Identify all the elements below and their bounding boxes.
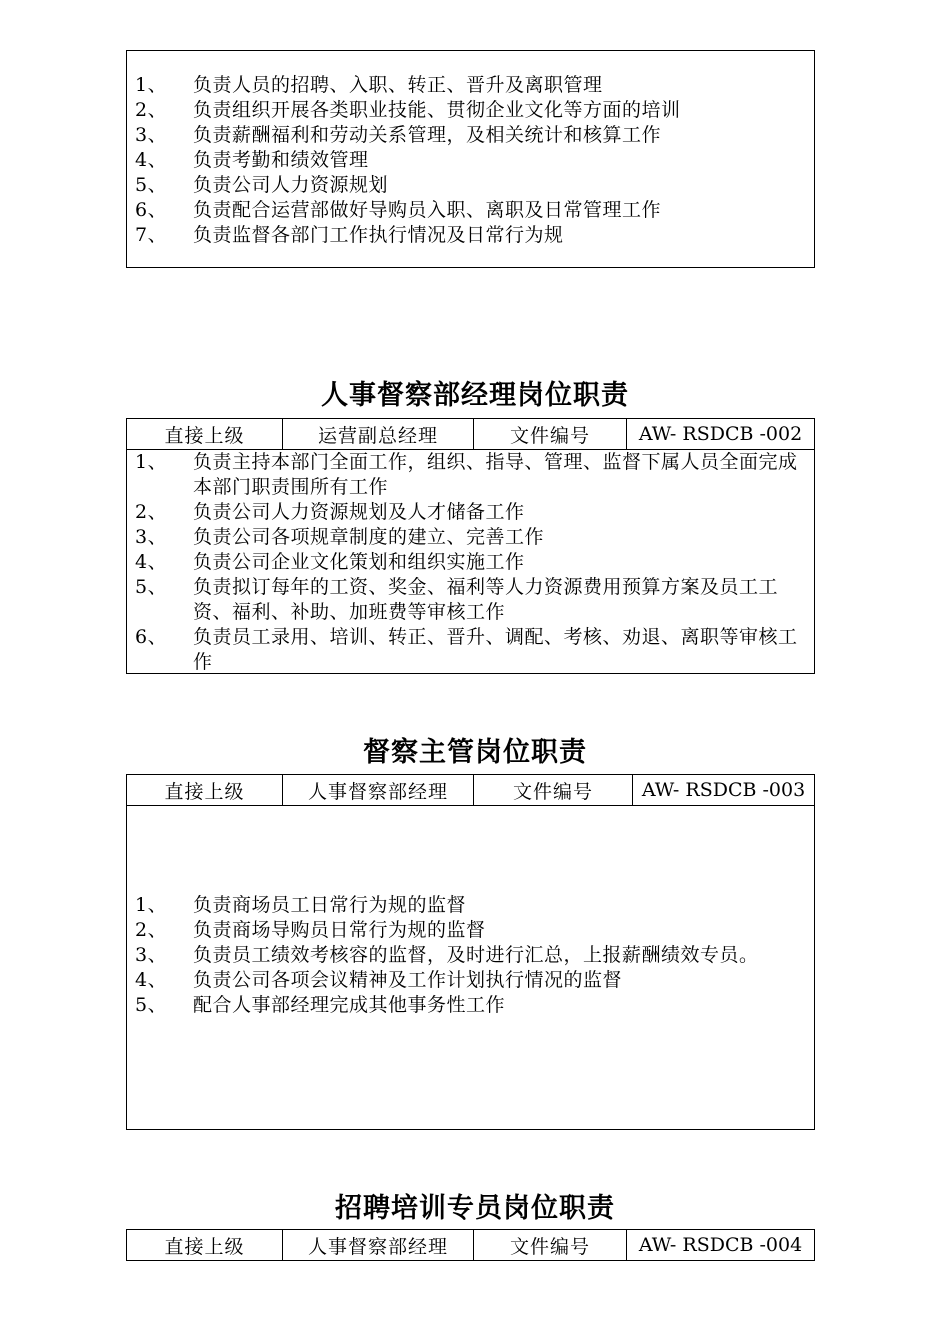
- header-label-docno: 文件编号: [474, 419, 627, 449]
- duty-item: 4、 负责考勤和绩效管理: [135, 149, 369, 171]
- header-value-superior: 运营副总经理: [283, 419, 474, 449]
- header-label-docno: 文件编号: [474, 775, 633, 805]
- header-value-docno: AW- RSDCB -004: [638, 1234, 803, 1256]
- header-value-docno: AW- RSDCB -002: [638, 423, 803, 445]
- duties-box-1: [126, 50, 815, 268]
- duty-item: 2、 负责商场导购员日常行为规的监督: [135, 919, 486, 941]
- duty-item: 4、 负责公司各项会议精神及工作计划执行情况的监督: [135, 969, 623, 991]
- duty-item: 2、 负责公司人力资源规划及人才储备工作: [135, 501, 525, 523]
- section-title-manager: 人事督察部经理岗位职责: [321, 380, 629, 411]
- duty-list-manager: [135, 450, 806, 675]
- duty-list-1: [135, 73, 806, 248]
- duties-box-supervisor: [126, 805, 815, 1130]
- duty-item: 1、 负责人员的招聘、入职、转正、晋升及离职管理: [135, 74, 603, 96]
- duty-item: 1、 负责商场员工日常行为规的监督: [135, 894, 467, 916]
- header-value-superior: 人事督察部经理: [283, 775, 474, 805]
- duty-item: 3、 负责员工绩效考核容的监督，及时进行汇总，上报薪酬绩效专员。: [135, 944, 759, 966]
- header-label-docno: 文件编号: [474, 1230, 627, 1260]
- duty-item: 5、 负责公司人力资源规划: [135, 174, 389, 196]
- header-label-superior: 直接上级: [127, 775, 283, 805]
- header-row-recruiter: [126, 1229, 815, 1261]
- header-value-docno: AW- RSDCB -003: [641, 779, 806, 801]
- duty-item: 2、 负责组织开展各类职业技能、贯彻企业文化等方面的培训: [135, 99, 681, 121]
- duty-item: 6、 负责配合运营部做好导购员入职、离职及日常管理工作: [135, 199, 662, 221]
- duty-item: 3、 负责公司各项规章制度的建立、完善工作: [135, 526, 545, 548]
- duty-item: 5、 负责拟订每年的工资、奖金、福利等人力资源费用预算方案及员工工资、福利、补助、加班费等审核工作: [135, 576, 779, 623]
- duties-box-manager: [126, 449, 815, 674]
- header-row-supervisor: [126, 774, 815, 806]
- header-value-superior: 人事督察部经理: [283, 1230, 474, 1260]
- duty-list-supervisor: [135, 893, 806, 1018]
- section-title-supervisor: 督察主管岗位职责: [363, 737, 587, 768]
- section-title-recruiter: 招聘培训专员岗位职责: [335, 1193, 615, 1224]
- duty-item: 7、 负责监督各部门工作执行情况及日常行为规: [135, 224, 564, 246]
- duty-item: 1、 负责主持本部门全面工作，组织、指导、管理、监督下属人员全面完成本部门职责围所有工作: [135, 451, 798, 498]
- header-row-manager: [126, 418, 815, 450]
- header-label-superior: 直接上级: [127, 419, 283, 449]
- duty-item: 6、 负责员工录用、培训、转正、晋升、调配、考核、劝退、离职等审核工作: [135, 626, 798, 673]
- duty-item: 3、 负责薪酬福利和劳动关系管理，及相关统计和核算工作: [135, 124, 662, 146]
- duty-item: 5、 配合人事部经理完成其他事务性工作: [135, 994, 506, 1016]
- header-label-superior: 直接上级: [127, 1230, 283, 1260]
- duty-item: 4、 负责公司企业文化策划和组织实施工作: [135, 551, 525, 573]
